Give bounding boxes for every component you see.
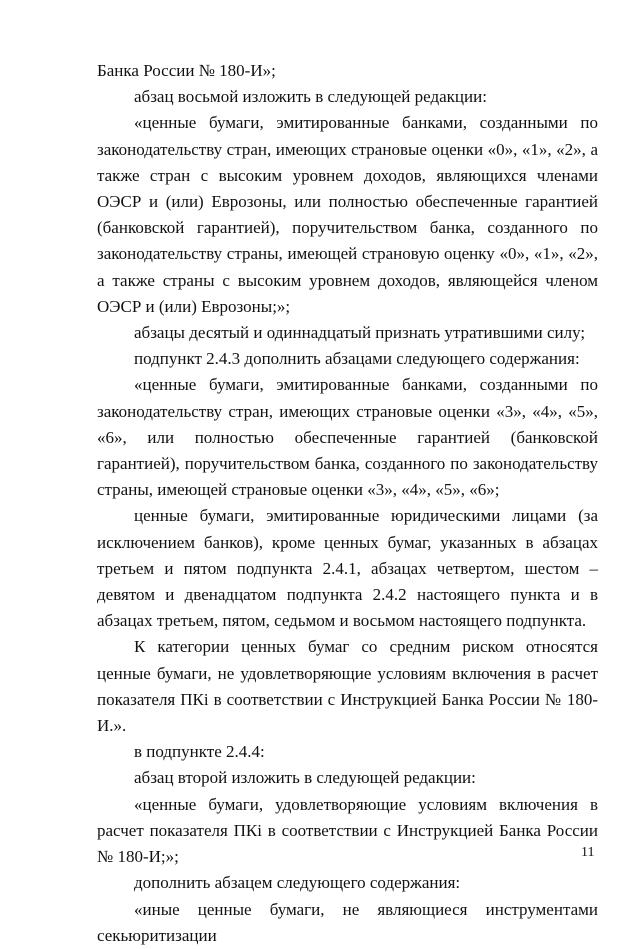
paragraph-3: «ценные бумаги, эмитированные банками, созданными по законодательству стран, имеющих страновые оценки «0», «1», «2», а также стран с высоким уровнем доходов, являющихся членами ОЭСР и (или) Еврозоны, или полностью обеспеченные гарантией (банковской гарантией), поручительством банка, созданного по законодательству страны, имеющей страновую оценку «0», «1», «2», а также страны с высоким уровнем доходов, являющейся членом ОЭСР и (или) Еврозоны;»;: [97, 113, 598, 316]
page-number: 11: [581, 845, 595, 860]
paragraph-9: в подпункте 2.4.4:: [134, 742, 265, 762]
paragraph-4: абзацы десятый и одиннадцатый признать утратившими силу;: [134, 323, 586, 343]
paragraph-12: дополнить абзацем следующего содержания:: [134, 873, 461, 893]
paragraph-7: ценные бумаги, эмитированные юридическими лицами (за исключением банков), кроме ценных бумаг, указанных в абзацах третьем и пятом подпункта 2.4.1, абзацах четвертом, шестом – девятом и двенадцатом подпункта 2.4.2 настоящего пункта и в абзацах третьем, пятом, седьмом и восьмом настоящего подпункта.: [97, 506, 598, 631]
paragraph-1: Банка России № 180-И»;: [97, 61, 276, 80]
paragraph-10: абзац второй изложить в следующей редакции:: [134, 768, 476, 788]
paragraph-6: «ценные бумаги, эмитированные банками, созданными по законодательству стран, имеющих страновые оценки «3», «4», «5», «6», или полностью обеспеченные гарантией (банковской гарантией), поручительством банка, созданного по законодательству страны, имеющей страновые оценки «3», «4», «5», «6»;: [97, 375, 598, 500]
paragraph-13: «иные ценные бумаги, не являющиеся инструментами секьюритизации: [97, 899, 598, 945]
paragraph-5: подпункт 2.4.3 дополнить абзацами следующего содержания:: [134, 349, 580, 369]
paragraph-11: «ценные бумаги, удовлетворяющие условиям включения в расчет показателя ПКі в соответствии с Инструкцией Банка России № 180-И;»;: [97, 794, 598, 867]
document-body: [97, 58, 598, 949]
paragraph-2: абзац восьмой изложить в следующей редакции:: [134, 87, 487, 107]
paragraph-8: К категории ценных бумаг со средним риском относятся ценные бумаги, не удовлетворяющие условиям включения в расчет показателя ПКі в соответствии с Инструкцией Банка России № 180-И.».: [97, 637, 598, 736]
